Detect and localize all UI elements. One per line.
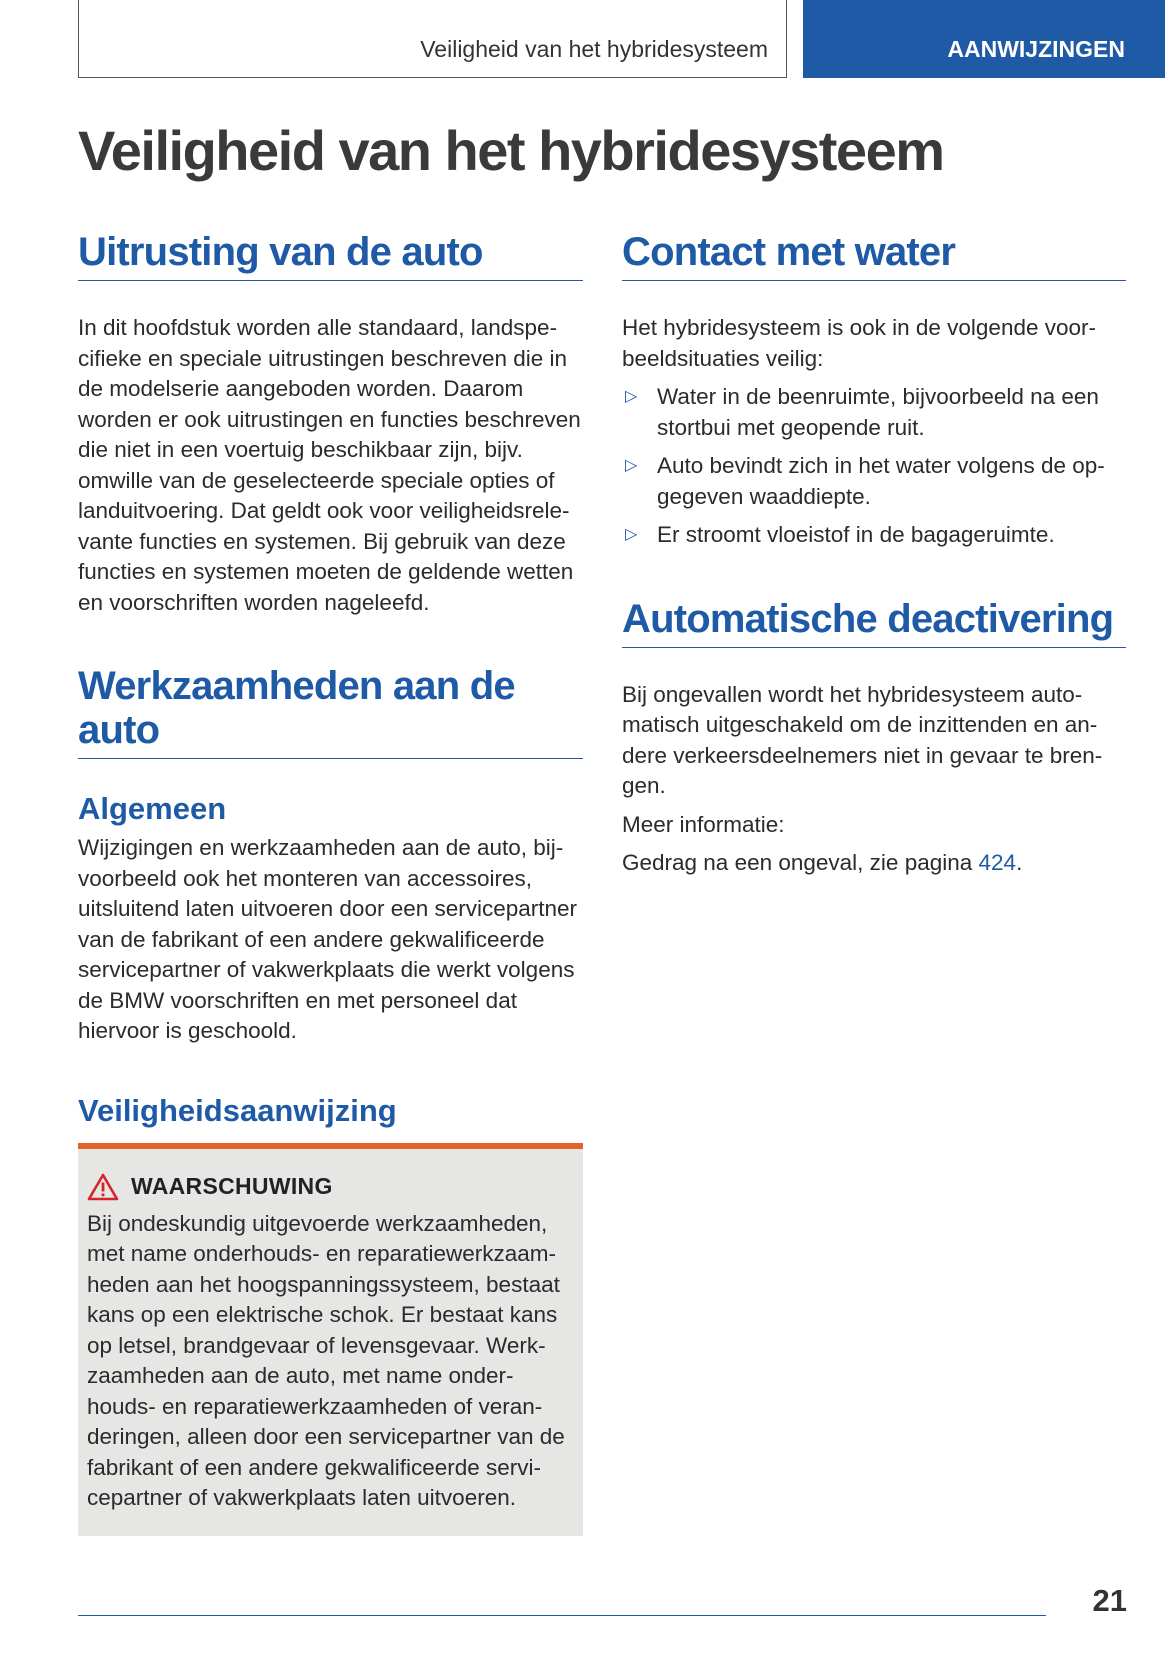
- list-item: ▷ Auto bevindt zich in het water volgens de opgegeven waaddiepte.: [625, 453, 1105, 509]
- page-reference-text: Gedrag na een ongeval, zie pagina: [622, 850, 979, 875]
- heading-werkzaamheden: Werkzaamheden aan de auto: [78, 664, 583, 759]
- list-item: ▷ Er stroomt vloeistof in de bagageruimte.: [622, 520, 1126, 551]
- warning-title: WAARSCHUWING: [131, 1173, 333, 1199]
- warning-box: [78, 1143, 583, 1536]
- warning-header: [87, 1173, 573, 1201]
- bullet-triangle-icon: ▷: [625, 388, 638, 405]
- right-column: [622, 230, 1126, 887]
- bullet-triangle-icon: ▷: [625, 457, 638, 474]
- header-chapter-tab[interactable]: [803, 0, 1165, 78]
- deactivering-body: Bij ongevallen wordt het hybridesysteem automatisch uitgeschakeld om de inzittenden en andere verkeersdeelnemers niet in gevaar te brengen.: [622, 681, 1103, 798]
- page-title: Veiligheid van het hybridesysteem: [78, 119, 944, 182]
- header-chapter-label: AANWIJZINGEN: [947, 36, 1125, 62]
- page-number: 21: [1092, 1583, 1127, 1618]
- header-section-title: Veiligheid van het hybridesysteem: [420, 36, 768, 62]
- left-column: [78, 230, 583, 1536]
- heading-automatische-deactivering: Automatische deactivering: [622, 597, 1126, 648]
- page-reference-end: .: [1016, 850, 1023, 875]
- header-section-box: [78, 0, 787, 78]
- meer-informatie-label: Meer informatie:: [622, 811, 785, 837]
- water-list: [622, 382, 1126, 551]
- algemeen-body: Wijzigingen en werkzaamheden aan de auto, bijvoorbeeld ook het monteren van accessoires, uitsluitend laten uitvoeren door een servicepartner van de fabrikant of een andere gekwalificeerde servicepartner of vakwerkplaats die werkt volgens de BMW voorschriften en met personeel dat hiervoor is geschoold.: [78, 835, 578, 1043]
- list-item: ▷ Water in de beenruimte, bijvoorbeeld na een stortbui met geopende ruit.: [625, 384, 1099, 440]
- page-reference: [622, 848, 1126, 879]
- footer-divider: [78, 1615, 1046, 1616]
- warning-triangle-icon: [87, 1173, 119, 1201]
- warning-body: Bij ondeskundig uitgevoerde werkzaamheden, met name onderhouds- en reparatiewerkzaamheden aan het hoogspanningssysteem, bestaat kans op een elektrische schok. Er bestaat kans op letsel, brandgevaar of levensgevaar. Werkzaamheden aan de auto, met name onderhouds- en reparatiewerkzaamheden of veranderingen, alleen door een servicepartner van de fabrikant of een andere gekwalificeerde servicepartner of vakwerkplaats laten uitvoeren.: [87, 1210, 565, 1510]
- uitrusting-body: In dit hoofdstuk worden alle standaard, landspecifieke en speciale uitrustingen beschreven die in de modelserie aangeboden worden. Daarom worden er ook uitrustingen en functies beschreven die niet in een voertuig beschikbaar zijn, bijv. omwille van de geselecteerde speciale opties of landuitvoering. Dat geldt ook voor veiligheidsrelevante functies en systemen. Bij gebruik van deze functies en systemen moeten de geldende wetten en voorschriften worden nageleefd.: [78, 315, 581, 615]
- heading-uitrusting: Uitrusting van de auto: [78, 230, 583, 281]
- page-reference-link[interactable]: 424: [978, 850, 1017, 875]
- bullet-triangle-icon: ▷: [625, 526, 638, 543]
- heading-contact-water: Contact met water: [622, 230, 1126, 281]
- water-intro: Het hybridesysteem is ook in de volgende voorbeeldsituaties veilig:: [622, 315, 1097, 371]
- heading-algemeen: Algemeen: [78, 791, 227, 826]
- heading-veiligheidsaanwijzing: Veiligheidsaanwijzing: [78, 1092, 397, 1128]
